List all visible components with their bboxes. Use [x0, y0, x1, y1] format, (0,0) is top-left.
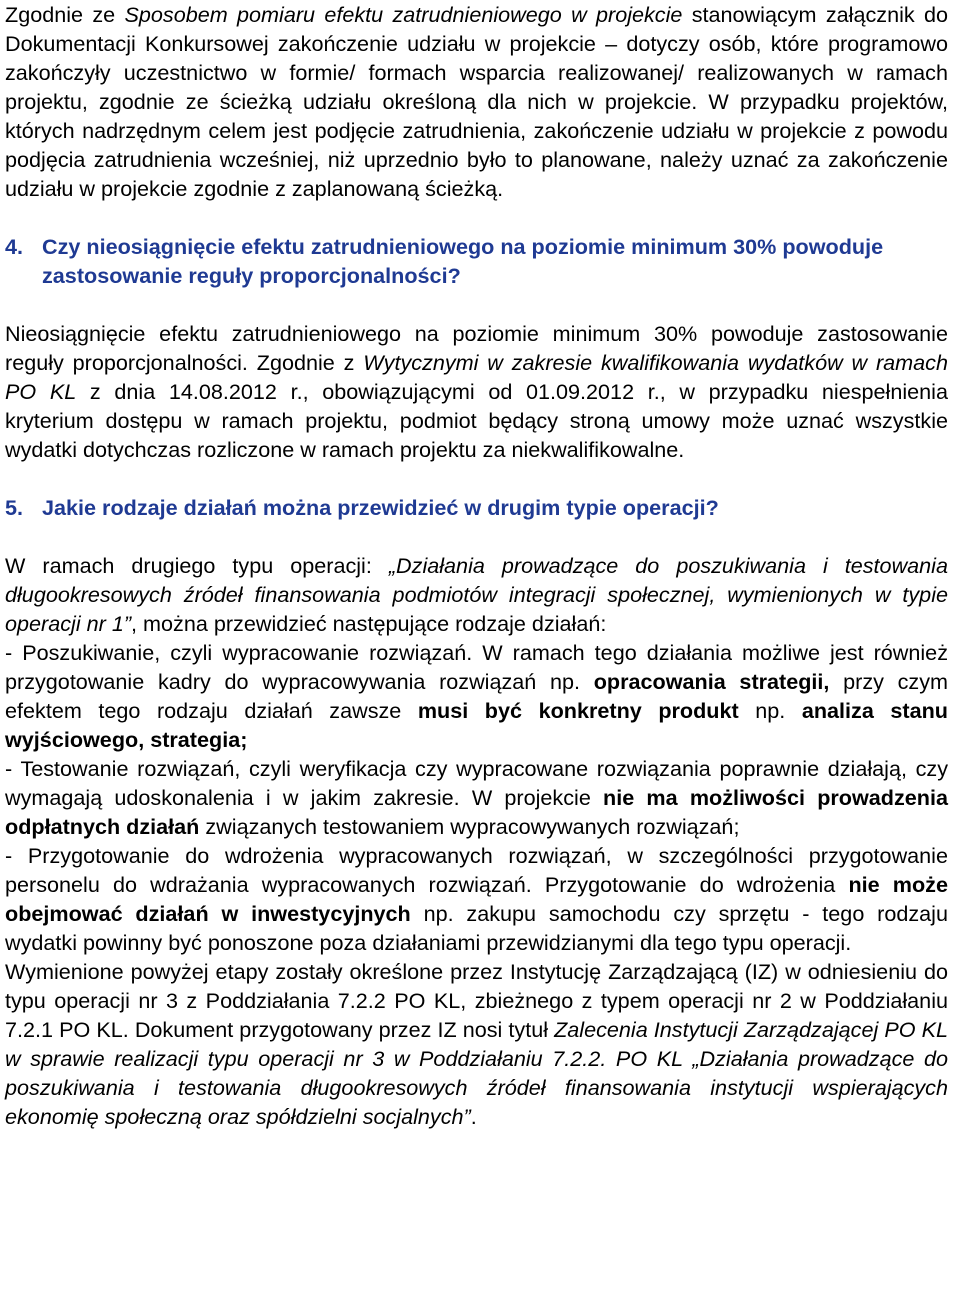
text-run: . — [470, 1104, 477, 1129]
text-run: W ramach drugiego typu operacji: — [5, 553, 389, 578]
text-run: z dnia 14.08.2012 r., obowiązującymi od 01.09.2012 r., w przypadku niespełnienia kryterium dostępu w ramach projektu, podmiot będący stroną umowy może uznać wszystkie wydatki dotychczas rozliczone w ramach projektu za niekwalifikowalne. — [5, 379, 948, 462]
text-run: Zgodnie ze — [5, 2, 125, 27]
question-text: Czy nieosiągnięcie efektu zatrudnieniowego na poziomie minimum 30% powoduje zastosowanie reguły proporcjonalności? — [42, 234, 884, 288]
question-4 — [5, 232, 948, 290]
text-run: Wymienione powyżej etapy zostały określone przez Instytucję Zarządzającą (IZ) w odniesieniu do typu operacji nr 3 z Poddziałania 7.2.2 PO KL, zbieżnego z typem operacji nr 2 w Poddziałaniu 7.2.1 PO KL. Dokument przygotowany przez IZ nosi tytuł — [5, 959, 948, 1042]
bold-run: opracowania strategii, — [593, 669, 830, 694]
list-item-poszukiwanie — [5, 638, 948, 754]
bold-run: musi być konkretny produkt — [417, 698, 739, 723]
question-number: 5. — [5, 495, 24, 520]
bold-run: nie może obejmować działań w inwestycyjnych — [5, 872, 948, 926]
spacer — [5, 203, 948, 232]
text-run: - Testowanie rozwiązań, czyli weryfikacja czy wypracowane rozwiązania poprawnie działają, czy wymagają udoskonalenia i w jakim zakresie. W projekcie — [5, 756, 948, 810]
guidelines-reference: Wytycznymi w zakresie kwalifikowania wydatków w ramach PO KL — [5, 350, 948, 404]
spacer — [5, 522, 948, 551]
text-run: np. — [738, 698, 802, 723]
question-5 — [5, 493, 948, 522]
spacer — [5, 464, 948, 493]
question-number: 4. — [5, 234, 24, 259]
operation-type-title: „Działania prowadzące do poszukiwania i testowania długookresowych źródeł finansowania podmiotów integracji społecznej, wymienionych w typie operacji nr 1” — [5, 553, 948, 636]
text-run: stanowiącym załącznik do Dokumentacji Konkursowej zakończenie udziału w projekcie – dotyczy osób, które programowo zakończyły uczestnictwo w formie/ formach wsparcia realizowanej/ realizowanych w ramach projektu, zgodnie ze ścieżką udziału określoną dla nich w projekcie. W przypadku projektów, których nadrzędnym celem jest podjęcie zatrudnienia, zakończenie udziału w projekcie z powodu podjęcia zatrudnienia wcześniej, niż uprzednio było to planowane, należy uznać za zakończenie udziału w projekcie zgodnie z zaplanowaną ścieżką. — [5, 2, 949, 201]
text-run: np. zakupu samochodu czy sprzętu - tego rodzaju wydatki powinny być ponoszone poza działaniami przewidzianymi dla tego typu operacji. — [5, 901, 948, 955]
text-run: Nieosiągnięcie efektu zatrudnieniowego na poziomie minimum 30% powoduje zastosowanie reguły proporcjonalności. Zgodnie z — [5, 321, 948, 375]
text-run: związanych testowaniem wypracowywanych rozwiązań; — [199, 814, 740, 839]
answer-5-intro — [5, 551, 948, 638]
recommendations-title: Zalecenia Instytucji Zarządzającej PO KL w sprawie realizacji typu operacji nr 3 w Poddziałaniu 7.2.2. PO KL „Działania prowadzące do poszukiwania i testowania długookresowych źródeł finansowania instytucji wspierających ekonomię społeczną oraz spółdzielni socjalnych” — [5, 1017, 948, 1129]
bold-run: nie ma możliwości prowadzenia odpłatnych działań — [5, 785, 948, 839]
answer-4 — [5, 319, 948, 464]
spacer — [5, 290, 948, 319]
document-title-reference: Sposobem pomiaru efektu zatrudnieniowego w projekcie — [124, 2, 683, 27]
bold-run: analiza stanu wyjściowego, strategia; — [5, 698, 948, 752]
list-item-przygotowanie — [5, 841, 948, 957]
question-text: Jakie rodzaje działań można przewidzieć w drugim typie operacji? — [42, 495, 719, 520]
paragraph-etapy — [5, 957, 948, 1131]
text-run: , można przewidzieć następujące rodzaje działań: — [131, 611, 607, 636]
text-run: przy czym efektem tego rodzaju działań zawsze — [5, 669, 949, 723]
list-item-testowanie — [5, 754, 948, 841]
text-run: - Poszukiwanie, czyli wypracowanie rozwiązań. W ramach tego działania możliwe jest również przygotowanie kadry do wypracowywania rozwiązań np. — [5, 640, 948, 694]
text-run: - Przygotowanie do wdrożenia wypracowanych rozwiązań, w szczególności przygotowanie personelu do wdrażania wypracowanych rozwiązań. Przygotowanie do wdrożenia — [5, 843, 948, 897]
paragraph-zakonczenie-udzialu — [5, 0, 948, 203]
